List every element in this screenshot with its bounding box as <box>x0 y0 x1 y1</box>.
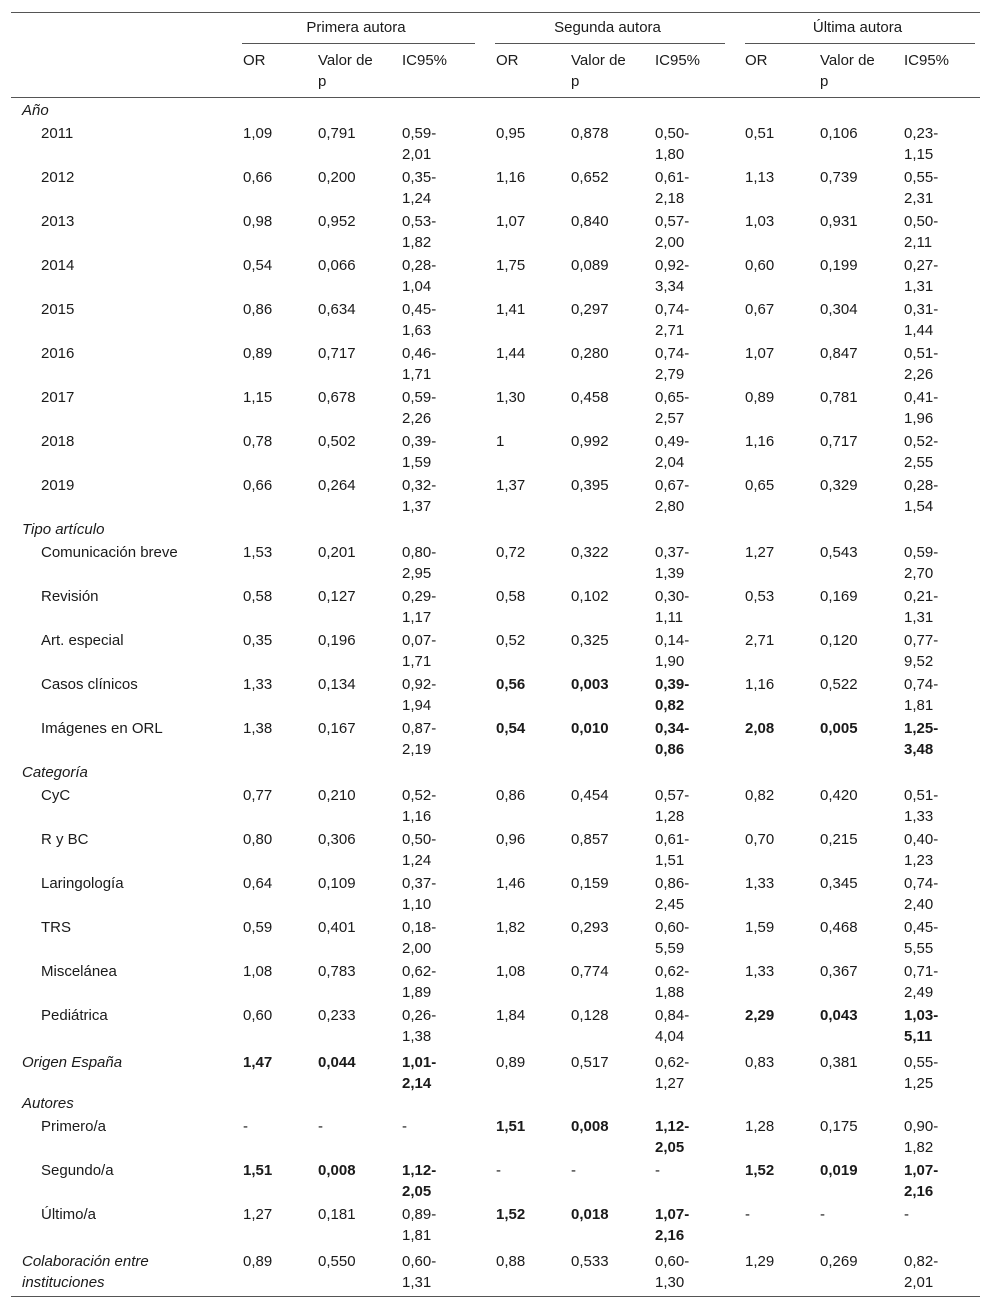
value-cell: 0,878 <box>571 125 609 142</box>
value-cell: 1,16 <box>745 433 775 450</box>
value-cell: 0,58 <box>496 588 526 605</box>
value-cell: 0,60 <box>745 257 775 274</box>
value-cell: 0,84- 4,04 <box>655 1007 690 1045</box>
value-cell: 0,53 <box>745 588 775 605</box>
column-header-0: OR <box>243 52 266 69</box>
value-cell: 0,45- 1,63 <box>402 301 437 339</box>
value-cell: 0,40- 1,23 <box>904 831 939 869</box>
value-cell: 0,78 <box>243 433 273 450</box>
value-cell: 1,25- 3,48 <box>904 720 939 758</box>
row-label: 2018 <box>41 433 75 450</box>
value-cell: 0,931 <box>820 213 858 230</box>
value-cell: 0,783 <box>318 963 356 980</box>
value-cell: 0,304 <box>820 301 858 318</box>
value-cell: 0,345 <box>820 875 858 892</box>
value-cell: 0,89- 1,81 <box>402 1206 437 1244</box>
value-cell: 0,293 <box>571 919 609 936</box>
value-cell: 0,89 <box>243 1253 273 1270</box>
value-cell: 0,468 <box>820 919 858 936</box>
value-cell: 0,306 <box>318 831 356 848</box>
value-cell: 0,010 <box>571 720 609 737</box>
value-cell: 0,458 <box>571 389 609 406</box>
group-underline <box>745 43 975 44</box>
section-label: Autores <box>22 1095 74 1112</box>
value-cell: 0,46- 1,71 <box>402 345 437 383</box>
value-cell: 0,07- 1,71 <box>402 632 437 670</box>
value-cell: 0,92- 3,34 <box>655 257 690 295</box>
value-cell: 0,51 <box>745 125 775 142</box>
value-cell: 1,03- 5,11 <box>904 1007 939 1045</box>
value-cell: 0,533 <box>571 1253 609 1270</box>
value-cell: 0,210 <box>318 787 356 804</box>
value-cell: 0,60- 1,31 <box>402 1253 437 1291</box>
value-cell: 0,502 <box>318 433 356 450</box>
value-cell: 0,14- 1,90 <box>655 632 690 670</box>
row-label: 2015 <box>41 301 75 318</box>
value-cell: 0,61- 1,51 <box>655 831 690 869</box>
column-header-2: IC95% <box>904 52 950 69</box>
value-cell: 0,401 <box>318 919 356 936</box>
value-cell: 0,31- 1,44 <box>904 301 939 339</box>
value-cell: 0,98 <box>243 213 273 230</box>
row-label: 2012 <box>41 169 75 186</box>
value-cell: 0,008 <box>571 1118 609 1135</box>
section-label: Categoría <box>22 764 88 781</box>
row-label: CyC <box>41 787 71 804</box>
value-cell: 0,181 <box>318 1206 356 1223</box>
value-cell: 0,55- 1,25 <box>904 1054 939 1092</box>
value-cell: 0,29- 1,17 <box>402 588 437 626</box>
section-label: Origen España <box>22 1054 123 1071</box>
value-cell: 0,652 <box>571 169 609 186</box>
value-cell: 0,329 <box>820 477 858 494</box>
value-cell: 0,89 <box>745 389 775 406</box>
value-cell: 0,59- 2,01 <box>402 125 437 163</box>
value-cell: 0,134 <box>318 676 356 693</box>
value-cell: 0,781 <box>820 389 858 406</box>
value-cell: 0,65- 2,57 <box>655 389 690 427</box>
value-cell: 0,41- 1,96 <box>904 389 939 427</box>
row-label: Casos clínicos <box>41 676 138 693</box>
value-cell: 0,30- 1,11 <box>655 588 690 626</box>
value-cell: 0,167 <box>318 720 356 737</box>
value-cell: - <box>655 1162 660 1179</box>
value-cell: 0,66 <box>243 477 273 494</box>
value-cell: 0,550 <box>318 1253 356 1270</box>
value-cell: 0,201 <box>318 544 356 561</box>
value-cell: 0,72 <box>496 544 526 561</box>
value-cell: 0,003 <box>571 676 609 693</box>
value-cell: 1,01- 2,14 <box>402 1054 437 1092</box>
column-header-2: IC95% <box>655 52 701 69</box>
value-cell: 1,41 <box>496 301 526 318</box>
value-cell: 0,215 <box>820 831 858 848</box>
value-cell: 0,86- 2,45 <box>655 875 690 913</box>
value-cell: 0,019 <box>820 1162 858 1179</box>
value-cell: 0,50- 1,80 <box>655 125 690 163</box>
value-cell: 0,62- 1,89 <box>402 963 437 1001</box>
value-cell: - <box>402 1118 407 1135</box>
value-cell: 1,82 <box>496 919 526 936</box>
value-cell: 0,159 <box>571 875 609 892</box>
value-cell: 1,53 <box>243 544 273 561</box>
value-cell: 0,517 <box>571 1054 609 1071</box>
value-cell: 0,109 <box>318 875 356 892</box>
value-cell: 1,03 <box>745 213 775 230</box>
row-label: Art. especial <box>41 632 124 649</box>
value-cell: 1,16 <box>745 676 775 693</box>
value-cell: 0,59- 2,70 <box>904 544 939 582</box>
value-cell: 0,39- 1,59 <box>402 433 437 471</box>
value-cell: 0,23- 1,15 <box>904 125 939 163</box>
group-underline <box>495 43 725 44</box>
value-cell: 0,87- 2,19 <box>402 720 437 758</box>
value-cell: 0,952 <box>318 213 356 230</box>
value-cell: 0,106 <box>820 125 858 142</box>
value-cell: 0,80- 2,95 <box>402 544 437 582</box>
value-cell: 0,127 <box>318 588 356 605</box>
value-cell: 0,37- 1,39 <box>655 544 690 582</box>
value-cell: 0,74- 2,71 <box>655 301 690 339</box>
value-cell: 0,67- 2,80 <box>655 477 690 515</box>
value-cell: 0,847 <box>820 345 858 362</box>
value-cell: 0,58 <box>243 588 273 605</box>
value-cell: 0,60 <box>243 1007 273 1024</box>
column-header-0: OR <box>745 52 768 69</box>
value-cell: 0,196 <box>318 632 356 649</box>
value-cell: 0,50- 1,24 <box>402 831 437 869</box>
table-top-rule <box>11 12 980 13</box>
value-cell: 0,297 <box>571 301 609 318</box>
value-cell: 0,367 <box>820 963 858 980</box>
value-cell: 0,128 <box>571 1007 609 1024</box>
row-label: 2017 <box>41 389 75 406</box>
value-cell: 0,008 <box>318 1162 356 1179</box>
value-cell: 0,95 <box>496 125 526 142</box>
value-cell: 1,51 <box>496 1118 526 1135</box>
value-cell: 0,420 <box>820 787 858 804</box>
results-table <box>11 12 980 1297</box>
value-cell: 0,70 <box>745 831 775 848</box>
value-cell: 0,89 <box>496 1054 526 1071</box>
group-header: Segunda autora <box>554 19 661 36</box>
value-cell: 0,717 <box>820 433 858 450</box>
value-cell: 0,840 <box>571 213 609 230</box>
value-cell: 0,175 <box>820 1118 858 1135</box>
value-cell: 0,043 <box>820 1007 858 1024</box>
value-cell: - <box>243 1118 248 1135</box>
row-label: Laringología <box>41 875 124 892</box>
column-header-1: Valor de p <box>820 52 875 90</box>
value-cell: 0,61- 2,18 <box>655 169 690 207</box>
row-label: Segundo/a <box>41 1162 114 1179</box>
section-label: Tipo artículo <box>22 521 105 538</box>
value-cell: 0,26- 1,38 <box>402 1007 437 1045</box>
value-cell: 0,90- 1,82 <box>904 1118 939 1156</box>
value-cell: 0,32- 1,37 <box>402 477 437 515</box>
row-label: Pediátrica <box>41 1007 108 1024</box>
value-cell: 0,21- 1,31 <box>904 588 939 626</box>
value-cell: 0,28- 1,54 <box>904 477 939 515</box>
value-cell: 0,18- 2,00 <box>402 919 437 957</box>
value-cell: 0,53- 1,82 <box>402 213 437 251</box>
value-cell: 2,29 <box>745 1007 775 1024</box>
value-cell: 1,07- 2,16 <box>904 1162 939 1200</box>
value-cell: 0,35 <box>243 632 273 649</box>
value-cell: 0,83 <box>745 1054 775 1071</box>
value-cell: 1,08 <box>496 963 526 980</box>
row-label: 2013 <box>41 213 75 230</box>
value-cell: 1,52 <box>745 1162 775 1179</box>
value-cell: 1,46 <box>496 875 526 892</box>
row-label: 2011 <box>41 125 74 142</box>
value-cell: 1,47 <box>243 1054 273 1071</box>
section-label: Colaboración entre instituciones <box>22 1253 149 1291</box>
value-cell: 0,54 <box>243 257 273 274</box>
value-cell: 1,07 <box>745 345 775 362</box>
value-cell: 1,15 <box>243 389 273 406</box>
value-cell: 0,74- 2,79 <box>655 345 690 383</box>
value-cell: 0,120 <box>820 632 858 649</box>
value-cell: 1,07- 2,16 <box>655 1206 690 1244</box>
value-cell: 0,54 <box>496 720 526 737</box>
value-cell: 1,37 <box>496 477 526 494</box>
column-header-1: Valor de p <box>571 52 626 90</box>
value-cell: 0,739 <box>820 169 858 186</box>
value-cell: 1,13 <box>745 169 775 186</box>
value-cell: 1,59 <box>745 919 775 936</box>
row-label: 2014 <box>41 257 75 274</box>
value-cell: - <box>904 1206 909 1223</box>
value-cell: 0,102 <box>571 588 609 605</box>
value-cell: 0,791 <box>318 125 356 142</box>
value-cell: 0,62- 1,88 <box>655 963 690 1001</box>
value-cell: 0,51- 1,33 <box>904 787 939 825</box>
value-cell: 0,71- 2,49 <box>904 963 939 1001</box>
value-cell: 0,34- 0,86 <box>655 720 690 758</box>
value-cell: 0,381 <box>820 1054 858 1071</box>
value-cell: 0,45- 5,55 <box>904 919 939 957</box>
row-label: Imágenes en ORL <box>41 720 163 737</box>
value-cell: 1,33 <box>745 963 775 980</box>
value-cell: 1,12- 2,05 <box>655 1118 690 1156</box>
value-cell: 1,33 <box>243 676 273 693</box>
value-cell: 0,57- 2,00 <box>655 213 690 251</box>
value-cell: 0,089 <box>571 257 609 274</box>
group-underline <box>242 43 475 44</box>
value-cell: 1,38 <box>243 720 273 737</box>
value-cell: 0,322 <box>571 544 609 561</box>
row-label: 2016 <box>41 345 75 362</box>
value-cell: 0,96 <box>496 831 526 848</box>
value-cell: - <box>496 1162 501 1179</box>
value-cell: 2,08 <box>745 720 775 737</box>
value-cell: 0,37- 1,10 <box>402 875 437 913</box>
value-cell: 0,57- 1,28 <box>655 787 690 825</box>
value-cell: 0,199 <box>820 257 858 274</box>
value-cell: 0,56 <box>496 676 526 693</box>
value-cell: 2,71 <box>745 632 775 649</box>
column-header-2: IC95% <box>402 52 448 69</box>
value-cell: 0,51- 2,26 <box>904 345 939 383</box>
value-cell: 0,92- 1,94 <box>402 676 437 714</box>
value-cell: 0,005 <box>820 720 858 737</box>
value-cell: 0,67 <box>745 301 775 318</box>
value-cell: 0,395 <box>571 477 609 494</box>
value-cell: 0,82- 2,01 <box>904 1253 939 1291</box>
value-cell: 0,678 <box>318 389 356 406</box>
value-cell: 0,39- 0,82 <box>655 676 690 714</box>
value-cell: 0,66 <box>243 169 273 186</box>
value-cell: 0,018 <box>571 1206 609 1223</box>
value-cell: 0,86 <box>496 787 526 804</box>
value-cell: 1,75 <box>496 257 526 274</box>
value-cell: 1,29 <box>745 1253 775 1270</box>
value-cell: 1,27 <box>745 544 775 561</box>
value-cell: 1,44 <box>496 345 526 362</box>
value-cell: 0,325 <box>571 632 609 649</box>
row-label: Primero/a <box>41 1118 107 1135</box>
value-cell: 1,52 <box>496 1206 526 1223</box>
value-cell: - <box>820 1206 825 1223</box>
value-cell: 1,27 <box>243 1206 273 1223</box>
value-cell: 0,59- 2,26 <box>402 389 437 427</box>
value-cell: 0,89 <box>243 345 273 362</box>
value-cell: 0,52 <box>496 632 526 649</box>
value-cell: 0,264 <box>318 477 356 494</box>
value-cell: 1,09 <box>243 125 273 142</box>
value-cell: 0,80 <box>243 831 273 848</box>
value-cell: 1,12- 2,05 <box>402 1162 437 1200</box>
value-cell: 0,55- 2,31 <box>904 169 939 207</box>
value-cell: 0,77 <box>243 787 273 804</box>
value-cell: 0,77- 9,52 <box>904 632 939 670</box>
value-cell: - <box>745 1206 750 1223</box>
value-cell: 0,52- 1,16 <box>402 787 437 825</box>
value-cell: 0,28- 1,04 <box>402 257 437 295</box>
row-label: Comunicación breve <box>41 544 178 561</box>
value-cell: 1,28 <box>745 1118 775 1135</box>
value-cell: 0,74- 1,81 <box>904 676 939 714</box>
row-label: Último/a <box>41 1206 97 1223</box>
value-cell: 0,60- 1,30 <box>655 1253 690 1291</box>
header-bottom-rule <box>11 97 980 98</box>
value-cell: 0,233 <box>318 1007 356 1024</box>
value-cell: 0,86 <box>243 301 273 318</box>
value-cell: 0,857 <box>571 831 609 848</box>
value-cell: 1 <box>496 433 505 450</box>
value-cell: 0,52- 2,55 <box>904 433 939 471</box>
value-cell: 0,82 <box>745 787 775 804</box>
value-cell: 1,16 <box>496 169 526 186</box>
value-cell: 1,30 <box>496 389 526 406</box>
value-cell: 0,88 <box>496 1253 526 1270</box>
value-cell: 0,27- 1,31 <box>904 257 939 295</box>
value-cell: 0,992 <box>571 433 609 450</box>
value-cell: 0,774 <box>571 963 609 980</box>
value-cell: 0,454 <box>571 787 609 804</box>
value-cell: 0,50- 2,11 <box>904 213 939 251</box>
value-cell: 0,74- 2,40 <box>904 875 939 913</box>
value-cell: - <box>318 1118 323 1135</box>
value-cell: 0,269 <box>820 1253 858 1270</box>
value-cell: 0,62- 1,27 <box>655 1054 690 1092</box>
section-label: Año <box>22 102 49 119</box>
value-cell: 0,64 <box>243 875 273 892</box>
column-header-1: Valor de p <box>318 52 373 90</box>
row-label: 2019 <box>41 477 75 494</box>
value-cell: 0,280 <box>571 345 609 362</box>
value-cell: - <box>571 1162 576 1179</box>
value-cell: 0,044 <box>318 1054 356 1071</box>
value-cell: 1,07 <box>496 213 526 230</box>
value-cell: 1,84 <box>496 1007 526 1024</box>
row-label: Revisión <box>41 588 99 605</box>
group-header: Primera autora <box>306 19 406 36</box>
value-cell: 0,60- 5,59 <box>655 919 690 957</box>
value-cell: 0,65 <box>745 477 775 494</box>
value-cell: 0,35- 1,24 <box>402 169 437 207</box>
value-cell: 0,543 <box>820 544 858 561</box>
value-cell: 0,49- 2,04 <box>655 433 690 471</box>
row-label: TRS <box>41 919 71 936</box>
value-cell: 0,169 <box>820 588 858 605</box>
value-cell: 0,59 <box>243 919 273 936</box>
value-cell: 0,522 <box>820 676 858 693</box>
row-label: R y BC <box>41 831 89 848</box>
group-header: Última autora <box>812 19 903 36</box>
value-cell: 0,717 <box>318 345 356 362</box>
value-cell: 1,08 <box>243 963 273 980</box>
value-cell: 1,51 <box>243 1162 273 1179</box>
column-header-0: OR <box>496 52 519 69</box>
row-label: Miscelánea <box>41 963 117 980</box>
value-cell: 1,33 <box>745 875 775 892</box>
table-bottom-rule <box>11 1296 980 1297</box>
value-cell: 0,634 <box>318 301 356 318</box>
value-cell: 0,200 <box>318 169 356 186</box>
value-cell: 0,066 <box>318 257 356 274</box>
